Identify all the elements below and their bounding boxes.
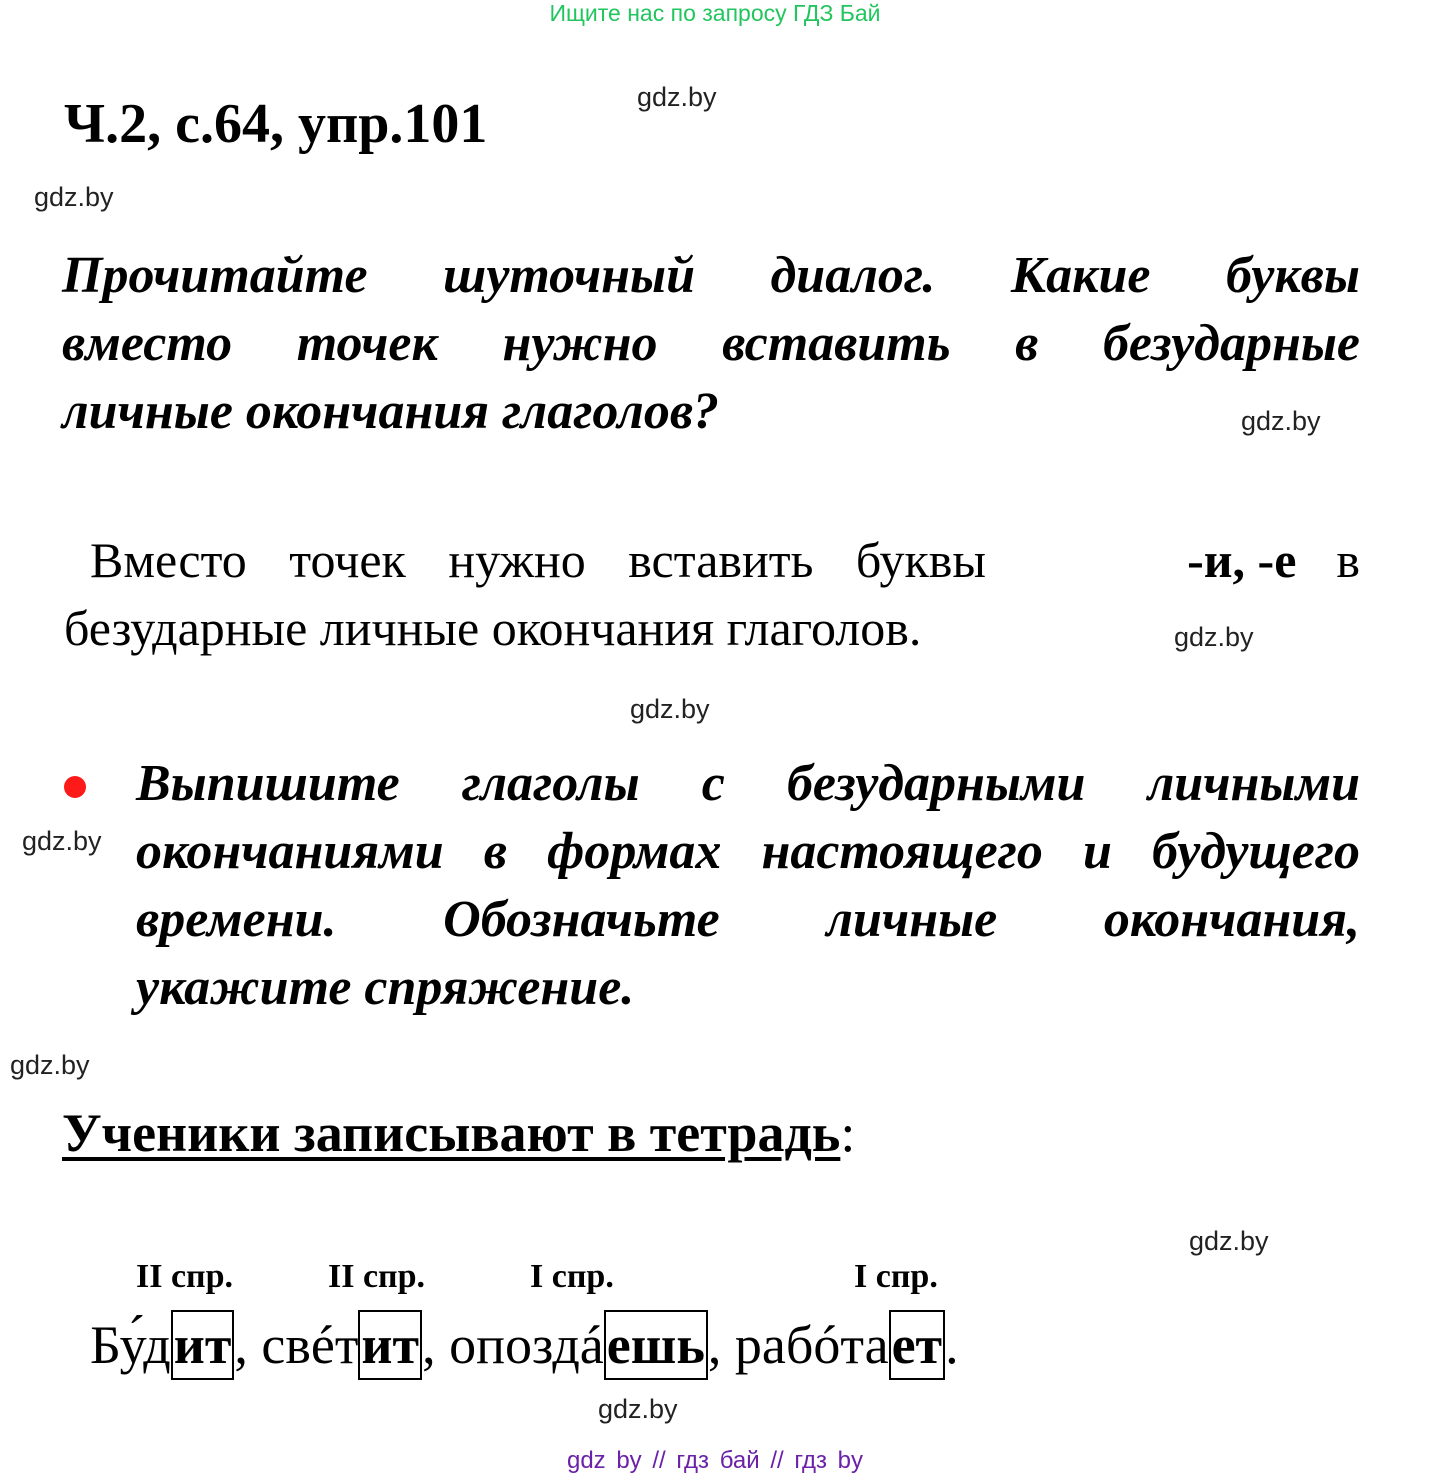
conjugation-label: I спр.	[530, 1258, 614, 1295]
watermark: gdz.by	[1241, 406, 1321, 436]
task-1-line-3: личные окончания глаголов?	[62, 383, 720, 440]
watermark: gdz.by	[34, 182, 114, 212]
watermark: gdz.by	[10, 1050, 90, 1080]
task-2-line-4: укажите спряжение.	[136, 959, 635, 1016]
page-title: Ч.2, с.64, упр.101	[64, 93, 488, 155]
heading-underlined: Ученики записывают в тетрадь	[62, 1103, 841, 1163]
watermark: gdz.by	[1189, 1226, 1269, 1256]
task-2-line-1: Выпишите глаголы с безударными личными	[136, 755, 1360, 812]
watermark: gdz.by	[1174, 622, 1254, 652]
watermark: gdz.by	[630, 694, 710, 724]
conjugation-label: II спр.	[328, 1258, 426, 1295]
verb-stem: свéт	[261, 1315, 359, 1375]
task-2-line-2: окончаниями в формах настоящего и будущего	[136, 823, 1360, 880]
separator: ,	[422, 1315, 450, 1375]
verb-ending-box: ит	[171, 1310, 235, 1380]
watermark: gdz.by	[22, 826, 102, 856]
verb-ending-box: ит	[358, 1310, 422, 1380]
verb-stem: опоздá	[449, 1315, 604, 1375]
separator: ,	[707, 1315, 735, 1375]
verb-ending-box: ешь	[604, 1310, 708, 1380]
answer-letters: -и, -е	[1187, 532, 1297, 588]
verbs-line	[90, 1310, 959, 1380]
watermark: gdz.by	[598, 1394, 678, 1424]
heading-colon: :	[840, 1103, 856, 1163]
separator: ,	[234, 1315, 262, 1375]
answer-text: Вместо точек нужно вставить буквы	[90, 532, 986, 588]
watermark: gdz.by	[637, 82, 717, 112]
verb-stem: Бу́д	[90, 1315, 171, 1375]
verb-stem: рабóта	[734, 1315, 889, 1375]
bullet-icon	[64, 776, 86, 798]
conjugation-label: II спр.	[136, 1258, 234, 1295]
section-heading	[62, 1102, 855, 1164]
answer-line-2: безударные личные окончания глаголов.	[64, 600, 922, 656]
verb-ending-box: ет	[889, 1310, 946, 1380]
top-banner[interactable]: Ищите нас по запросу ГДЗ Бай	[549, 0, 881, 26]
answer-text-end: в	[1336, 532, 1360, 588]
task-1-line-1: Прочитайте шуточный диалог. Какие буквы	[62, 247, 1360, 304]
footer-links[interactable]: gdz by // гдз бай // гдз by	[566, 1447, 864, 1474]
answer-line-1	[90, 526, 1360, 594]
task-2-line-3: времени. Обозначьте личные окончания,	[136, 891, 1360, 948]
conjugation-label: I спр.	[854, 1258, 938, 1295]
separator: .	[945, 1315, 959, 1375]
task-1-line-2: вместо точек нужно вставить в безударные	[62, 315, 1360, 372]
